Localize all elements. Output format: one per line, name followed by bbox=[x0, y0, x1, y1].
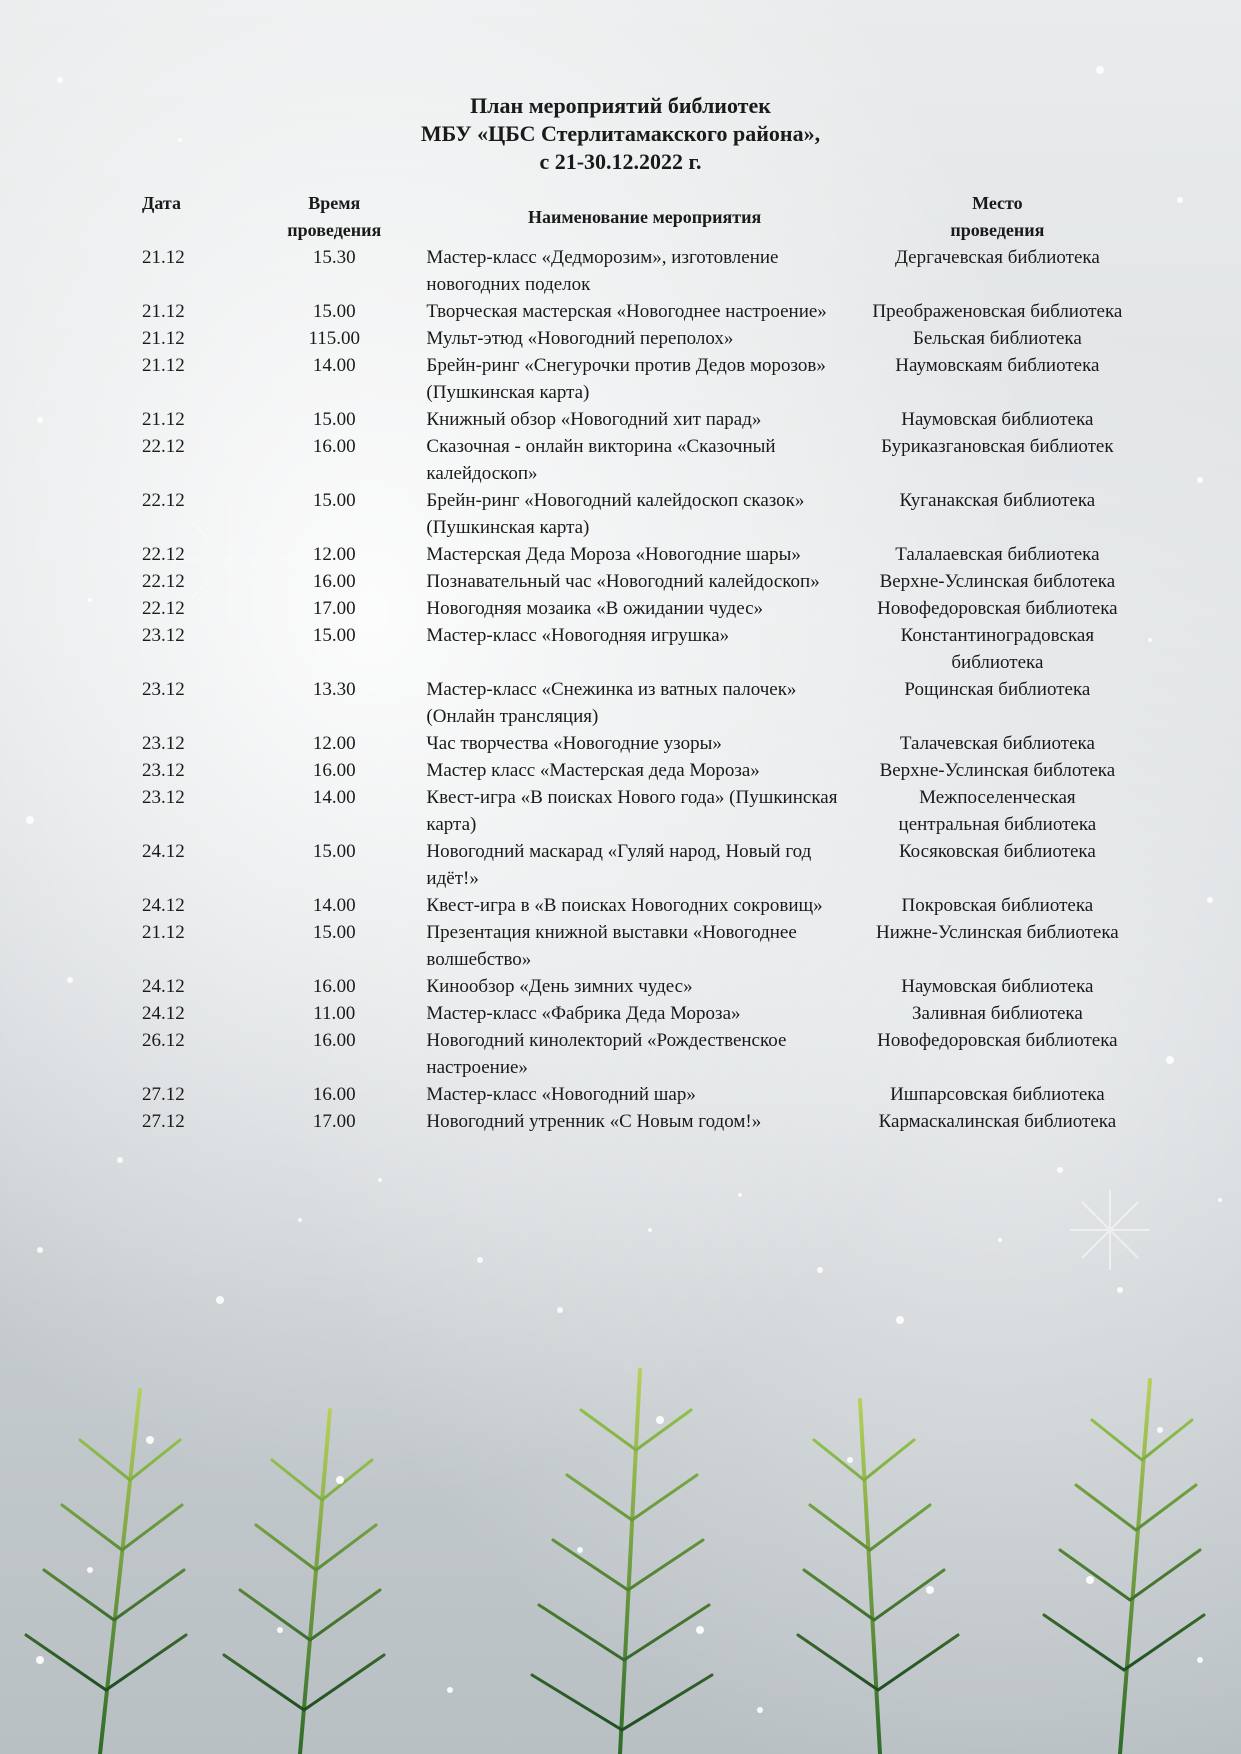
cell-time: 15.30 bbox=[312, 247, 356, 268]
cell-time: 115.00 bbox=[308, 328, 361, 349]
table-row bbox=[128, 244, 1128, 298]
cell-time: 17.00 bbox=[312, 598, 356, 619]
cell-event-name: Мастер класс «Мастерская деда Мороза» bbox=[426, 760, 760, 781]
cell-place: Новофедоровская библиотека bbox=[877, 1030, 1118, 1051]
cell-time: 13.30 bbox=[312, 679, 356, 700]
header-time-line-1: Время bbox=[308, 193, 361, 213]
cell-event-name: Брейн-ринг «Новогодний калейдоскоп сказок» (Пушкинская карта) bbox=[426, 490, 805, 538]
cell-event-name: Брейн-ринг «Снегурочки против Дедов морозов» (Пушкинская карта) bbox=[426, 355, 826, 403]
cell-event-name: Сказочная - онлайн викторина «Сказочный калейдоскоп» bbox=[426, 436, 776, 484]
table-row bbox=[128, 1108, 1128, 1135]
table-row bbox=[128, 784, 1128, 838]
cell-time: 15.00 bbox=[312, 409, 356, 430]
cell-place: Покровская библиотека bbox=[901, 895, 1094, 916]
cell-date: 23.12 bbox=[142, 760, 185, 781]
cell-event-name: Новогодний утренник «С Новым годом!» bbox=[426, 1111, 762, 1132]
document-title bbox=[0, 92, 1241, 176]
table-row bbox=[128, 298, 1128, 325]
cell-time: 16.00 bbox=[312, 436, 356, 457]
table-row bbox=[128, 622, 1128, 676]
cell-place: Кармаскалинская библиотека bbox=[878, 1111, 1117, 1132]
cell-place: Наумовская библиотека bbox=[901, 976, 1094, 997]
cell-place: Бельская библиотека bbox=[912, 328, 1082, 349]
cell-date: 23.12 bbox=[142, 733, 185, 754]
cell-place: Дергачевская библиотека bbox=[894, 247, 1100, 268]
cell-event-name: Новогодний кинолекторий «Рождественское настроение» bbox=[426, 1030, 787, 1078]
cell-date: 22.12 bbox=[142, 436, 185, 457]
cell-date: 24.12 bbox=[142, 841, 185, 862]
events-table bbox=[128, 190, 1128, 1135]
cell-date: 26.12 bbox=[142, 1030, 185, 1051]
table-row bbox=[128, 352, 1128, 406]
cell-place: Косяковская библиотека bbox=[898, 841, 1096, 862]
header-event-name: Наименование мероприятия bbox=[527, 206, 762, 227]
cell-event-name: Новогодний маскарад «Гуляй народ, Новый год идёт!» bbox=[426, 841, 812, 889]
table-row bbox=[128, 541, 1128, 568]
cell-time: 16.00 bbox=[312, 976, 356, 997]
table-body bbox=[128, 244, 1128, 1135]
cell-event-name: Познавательный час «Новогодний калейдоскоп» bbox=[426, 571, 820, 592]
cell-date: 21.12 bbox=[142, 355, 185, 376]
cell-event-name: Час творчества «Новогодние узоры» bbox=[426, 733, 722, 754]
cell-date: 23.12 bbox=[142, 787, 185, 808]
table-row bbox=[128, 730, 1128, 757]
cell-event-name: Квест-игра «В поисках Нового года» (Пушкинская карта) bbox=[426, 787, 838, 835]
title-line-2: МБУ «ЦБС Стерлитамакского района», bbox=[420, 121, 821, 146]
cell-place: Наумовскаям библиотека bbox=[895, 355, 1100, 376]
cell-date: 21.12 bbox=[142, 301, 185, 322]
cell-event-name: Творческая мастерская «Новогоднее настроение» bbox=[426, 301, 827, 322]
cell-time: 16.00 bbox=[312, 760, 356, 781]
cell-event-name: Книжный обзор «Новогодний хит парад» bbox=[426, 409, 762, 430]
header-place-line-2: проведения bbox=[950, 220, 1045, 240]
cell-place: Ишпарсовская библиотека bbox=[890, 1084, 1105, 1105]
cell-place: Талачевская библиотека bbox=[899, 733, 1095, 754]
cell-place: Буриказгановская библиотек bbox=[881, 436, 1114, 457]
cell-date: 27.12 bbox=[142, 1111, 185, 1132]
table-row bbox=[128, 676, 1128, 730]
cell-event-name: Квест-игра в «В поисках Новогодних сокровищ» bbox=[426, 895, 823, 916]
cell-time: 16.00 bbox=[312, 1084, 356, 1105]
cell-place: Верхне-Услинская библотека bbox=[879, 571, 1116, 592]
cell-date: 23.12 bbox=[142, 679, 185, 700]
cell-time: 11.00 bbox=[313, 1003, 356, 1024]
cell-time: 14.00 bbox=[312, 355, 356, 376]
cell-time: 15.00 bbox=[312, 841, 356, 862]
cell-place: Нижне-Услинская библиотека bbox=[876, 922, 1119, 943]
table-row bbox=[128, 487, 1128, 541]
cell-event-name: Новогодняя мозаика «В ожидании чудес» bbox=[426, 598, 764, 619]
cell-date: 21.12 bbox=[142, 247, 185, 268]
cell-date: 22.12 bbox=[142, 544, 185, 565]
table-row bbox=[128, 595, 1128, 622]
cell-date: 27.12 bbox=[142, 1084, 185, 1105]
fir-branches-decoration bbox=[0, 1330, 1241, 1754]
table-row bbox=[128, 325, 1128, 352]
cell-time: 17.00 bbox=[312, 1111, 356, 1132]
cell-place: Межпоселенческая центральная библиотека bbox=[898, 787, 1097, 835]
cell-date: 22.12 bbox=[142, 598, 185, 619]
cell-date: 24.12 bbox=[142, 895, 185, 916]
title-line-3: с 21-30.12.2022 г. bbox=[539, 149, 702, 174]
cell-time: 12.00 bbox=[312, 733, 356, 754]
cell-event-name: Мастер-класс «Снежинка из ватных палочек» (Онлайн трансляция) bbox=[426, 679, 797, 727]
header-date: Дата bbox=[142, 193, 181, 213]
cell-date: 21.12 bbox=[142, 922, 185, 943]
cell-place: Талалаевская библиотека bbox=[895, 544, 1100, 565]
table-row bbox=[128, 1000, 1128, 1027]
cell-date: 21.12 bbox=[142, 409, 185, 430]
header-time bbox=[258, 190, 410, 244]
cell-place: Куганакская библиотека bbox=[899, 490, 1096, 511]
cell-event-name: Мульт-этюд «Новогодний переполох» bbox=[426, 328, 734, 349]
table-row bbox=[128, 568, 1128, 595]
table-row bbox=[128, 1027, 1128, 1081]
cell-place: Преображеновская библиотека bbox=[872, 301, 1123, 322]
table-row bbox=[128, 919, 1128, 973]
cell-time: 15.00 bbox=[312, 490, 356, 511]
cell-place: Новофедоровская библиотека bbox=[877, 598, 1118, 619]
cell-date: 22.12 bbox=[142, 490, 185, 511]
cell-event-name: Презентация книжной выставки «Новогоднее волшебство» bbox=[426, 922, 797, 970]
table-row bbox=[128, 433, 1128, 487]
cell-event-name: Мастер-класс «Фабрика Деда Мороза» bbox=[426, 1003, 741, 1024]
table-row bbox=[128, 757, 1128, 784]
cell-event-name: Мастер-класс «Новогодний шар» bbox=[426, 1084, 696, 1105]
table-row bbox=[128, 838, 1128, 892]
cell-place: Рощинская библиотека bbox=[904, 679, 1091, 700]
cell-place: Константиноградовская библиотека bbox=[900, 625, 1095, 673]
cell-place: Верхне-Услинская библотека bbox=[879, 760, 1116, 781]
table-row bbox=[128, 973, 1128, 1000]
cell-date: 24.12 bbox=[142, 976, 185, 997]
cell-time: 15.00 bbox=[312, 625, 356, 646]
cell-event-name: Мастер-класс «Дедморозим», изготовление новогодних поделок bbox=[426, 247, 779, 295]
title-line-1: План мероприятий библиотек bbox=[470, 93, 771, 118]
header-time-line-2: проведения bbox=[287, 220, 382, 240]
cell-date: 21.12 bbox=[142, 328, 185, 349]
cell-time: 14.00 bbox=[312, 895, 356, 916]
cell-event-name: Мастерская Деда Мороза «Новогодние шары» bbox=[426, 544, 801, 565]
cell-date: 24.12 bbox=[142, 1003, 185, 1024]
cell-time: 16.00 bbox=[312, 1030, 356, 1051]
cell-place: Заливная библиотека bbox=[911, 1003, 1083, 1024]
header-place-line-1: Место bbox=[972, 193, 1023, 213]
header-place bbox=[867, 190, 1128, 244]
cell-time: 14.00 bbox=[312, 787, 356, 808]
cell-date: 22.12 bbox=[142, 571, 185, 592]
cell-date: 23.12 bbox=[142, 625, 185, 646]
table-row bbox=[128, 892, 1128, 919]
table-row bbox=[128, 1081, 1128, 1108]
cell-time: 15.00 bbox=[312, 922, 356, 943]
cell-event-name: Мастер-класс «Новогодняя игрушка» bbox=[426, 625, 730, 646]
cell-time: 15.00 bbox=[312, 301, 356, 322]
table-row bbox=[128, 406, 1128, 433]
cell-time: 16.00 bbox=[312, 571, 356, 592]
table-header-row bbox=[128, 190, 1128, 244]
cell-event-name: Кинообзор «День зимних чудес» bbox=[426, 976, 693, 997]
cell-place: Наумовская библиотека bbox=[901, 409, 1094, 430]
cell-time: 12.00 bbox=[312, 544, 356, 565]
